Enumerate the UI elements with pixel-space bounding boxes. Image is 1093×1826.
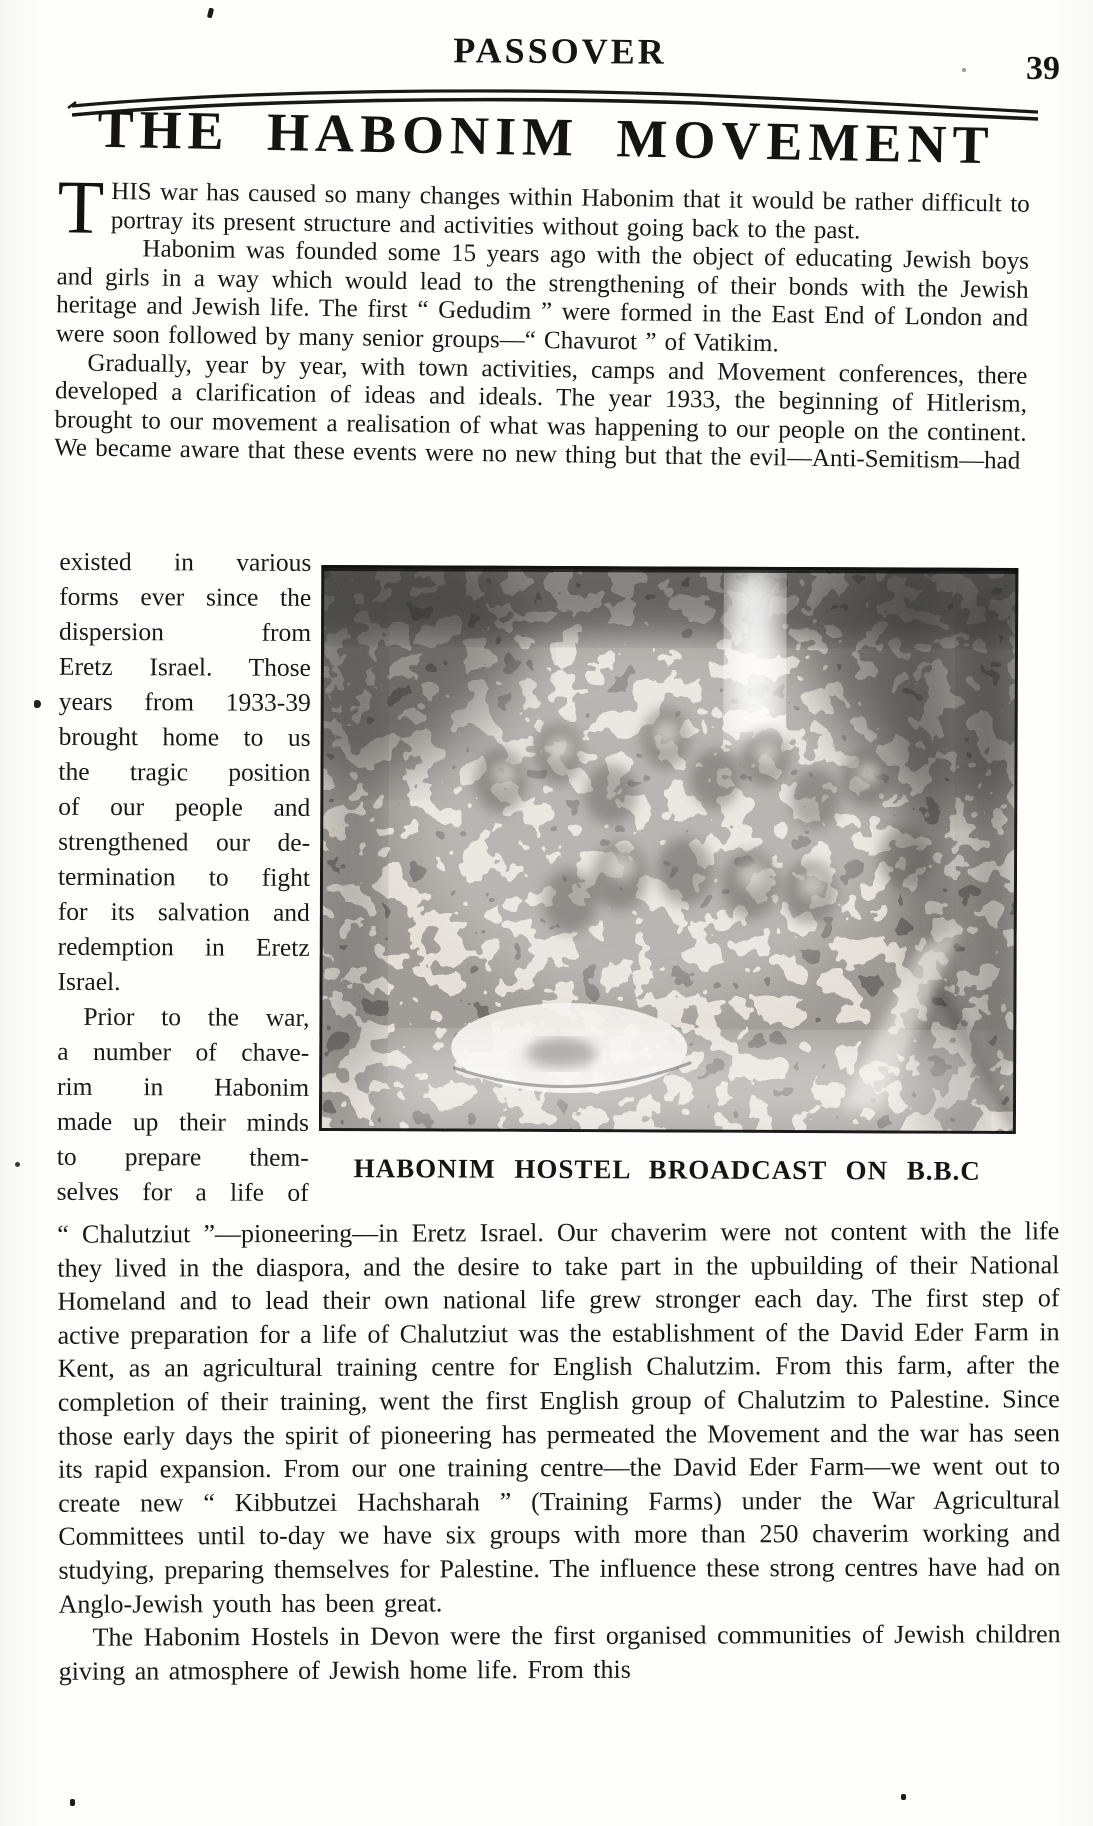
opening-paragraphs (54, 165, 1030, 476)
column-line: strengthened our de- (58, 826, 311, 857)
dropcap-initial: T (57, 165, 105, 250)
column-line: years from 1933-39 (58, 686, 311, 717)
page-number: 39 (1026, 50, 1060, 87)
ink-speck (962, 68, 966, 72)
paragraph-5: The Habonim Hostels in Devon were the first organised communities of Jewish children giving an atmosphere of Jewish home life. From this (58, 1619, 1061, 1686)
photo-caption: HABONIM HOSTEL BROADCAST ON B.B.C (353, 1153, 981, 1186)
column-line: redemption in Eretz (57, 931, 310, 962)
paragraph-1-text: HIS war has caused so many changes within Habonim that it would be rather difficult to portray its present structure and activities without going back to the past. (110, 177, 1030, 245)
ink-speck (15, 1162, 20, 1167)
photo-figure (319, 545, 1019, 1213)
column-line: dispersion from (59, 616, 312, 647)
ink-speck (34, 700, 41, 708)
column-line: existed in various (59, 546, 312, 577)
ink-speck (901, 1794, 906, 1800)
column-line: Israel. (57, 966, 121, 997)
photo-and-column-section (57, 544, 1064, 1213)
column-line: brought home to us (58, 721, 311, 752)
column-line: the tragic position (58, 756, 311, 787)
paragraph-3: Gradually, year by year, with town activities, camps and Movement conferences, there developed a clarification of ideas and ideals. The year 1933, the beginning of Hitlerism, brought to our movement a realisation of what was happening to our people on the continent. We became aware that these events were no new thing but that the evil—Anti-Semitism—had (54, 349, 1028, 476)
column-line: rim in Habonim (57, 1071, 310, 1102)
halftone-photo (319, 565, 1018, 1134)
column-line: selves for a life of (56, 1176, 309, 1207)
article-title: THE HABONIM MOVEMENT (97, 98, 995, 176)
journal-title: PASSOVER (453, 30, 667, 72)
column-line: termination to fight (57, 861, 311, 892)
column-line: made up their minds (56, 1106, 309, 1137)
column-line: of our people and (58, 791, 311, 822)
ink-speck (70, 1799, 75, 1806)
column-line: to prepare them- (56, 1141, 309, 1172)
paragraph-4: “ Chalutziut ”—pioneering—in Eretz Israel. Our chaverim were not content with the life they lived in the diaspora, and the desire to take part in the upbuilding of their National Homeland and to lead their own national life grew stronger each day. The first step of active preparation for a life of Chalutziut was the establishment of the David Eder Farm in Kent, as an agricultural training centre for English Chalutzim. From this farm, after the completion of their training, went the first English group of Chalutzim to Palestine. Since those early days the spirit of pioneering has permeated the Movement and the war has seen its rapid expansion. From our one training centre—the David Eder Farm—we went out to create new “ Kibbutzei Hachsharah ” (Training Farms) under the War Agricultural Committees until to-day we have six groups with more than 250 chaverim working and studying, preparing themselves for Palestine. The influence these strong centres have had on Anglo-Jewish youth has been great. (57, 1216, 1061, 1619)
ink-speck (207, 8, 214, 19)
column-line: for its salvation and (57, 896, 310, 927)
closing-paragraphs (57, 1214, 1061, 1688)
left-text-column (57, 544, 312, 1210)
paragraph-2: Habonim was founded some 15 years ago with the object of educating Jewish boys and girls in a way which would lead to the strengthening of their bonds with the Jewish heritage and Jewish life. The first “ Gedudim ” were formed in the East End of London and were soon followed by many senior groups—“ Chavurot ” of Vatikim. (55, 235, 1030, 358)
column-line: a number of chave- (57, 1036, 310, 1067)
column-line: Prior to the war, (83, 1001, 310, 1032)
column-line: Eretz Israel. Those (58, 651, 311, 682)
column-line: forms ever since the (59, 581, 312, 612)
